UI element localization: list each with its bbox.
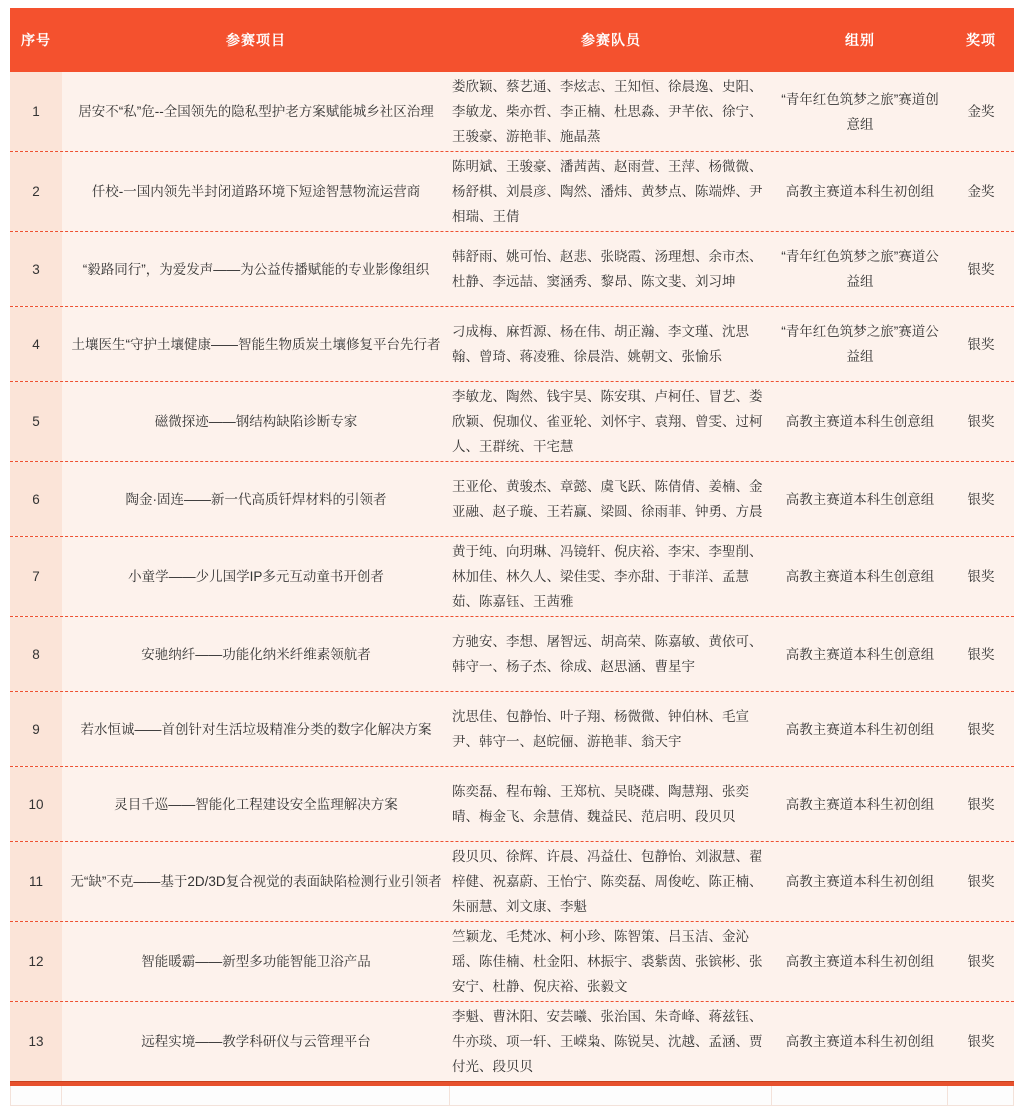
cell-index: 7 [10,537,62,616]
table-row [10,72,1014,152]
cell-group: 高教主赛道本科生初创组 [785,954,935,969]
table-row [10,307,1014,382]
cell-group: 高教主赛道本科生初创组 [785,184,935,199]
empty-cell [450,1086,772,1106]
cell-members: 李敏龙、陶然、钱宇昊、陈安琪、卢柯任、冒艺、娄欣颖、倪珈仪、雀亚轮、刘怀宇、袁翔、曾雯、过柯人、王群统、干宅慧 [452,389,763,454]
cell-index: 9 [10,692,62,766]
cell-project: 无“缺”不克——基于2D/3D复合视觉的表面缺陷检测行业引领者 [70,874,442,889]
cell-index: 8 [10,617,62,691]
cell-index: 12 [10,922,62,1001]
cell-group: 高教主赛道本科生初创组 [785,874,935,889]
cell-award: 银奖 [967,721,995,737]
cell-index: 3 [10,232,62,306]
cell-project: 陶金·固连——新一代高质钎焊材料的引领者 [125,491,387,507]
cell-project: “毅路同行”，为爱发声——为公益传播赋能的专业影像组织 [82,261,430,277]
column-header-project: 参赛项目 [226,32,286,48]
cell-index: 11 [10,842,62,921]
table-row [10,462,1014,537]
cell-project: 小童学——少儿国学IP多元互动童书开创者 [128,569,384,584]
cell-award: 银奖 [967,1034,995,1049]
cell-group: 高教主赛道本科生创意组 [785,569,935,584]
cell-project: 若水恒诚——首创针对生活垃圾精准分类的数字化解决方案 [80,721,432,737]
cell-award: 银奖 [967,491,995,507]
cell-award: 银奖 [967,874,995,889]
cell-project: 智能暖霸——新型多功能智能卫浴产品 [141,954,371,969]
cell-award: 银奖 [967,954,995,969]
cell-members: 段贝贝、徐辉、许晨、冯益仕、包静怡、刘淑慧、翟梓健、祝嘉蔚、王怡宁、陈奕磊、周俊屹、陈正楠、朱丽慧、刘文康、李魁 [452,849,763,914]
table-row [10,537,1014,617]
cell-index: 6 [10,462,62,536]
table-row [10,767,1014,842]
cell-members: 黄于纯、向玥琳、冯镜轩、倪庆裕、李宋、李聖削、林加佳、林久人、梁佳雯、李亦甜、于菲洋、孟慧茹、陈嘉钰、王茜雅 [452,544,763,609]
cell-award: 金奖 [967,104,995,119]
column-header-index: 序号 [21,32,51,48]
cell-members: 李魁、曹沐阳、安芸曦、张治国、朱奇峰、蒋兹钰、牛亦琰、项一轩、王嵘枭、陈锐昊、沈越、孟涵、贾付光、段贝贝 [452,1009,763,1074]
cell-index: 13 [10,1002,62,1081]
column-header-members: 参赛队员 [581,32,641,48]
cell-project: 土壤医生“守护土壤健康——智能生物质炭土壤修复平台先行者 [71,336,441,352]
cell-group: 高教主赛道本科生创意组 [785,491,935,507]
cell-award: 银奖 [967,261,995,277]
empty-cell [772,1086,948,1106]
cell-project: 灵目千巡——智能化工程建设安全监理解决方案 [114,796,398,812]
cell-project: 安驰纳纤——功能化纳米纤维素领航者 [141,646,371,662]
cell-project: 仟校-一国内领先半封闭道路环境下短途智慧物流运营商 [91,184,421,199]
table-row [10,692,1014,767]
cell-members: 竺颖龙、毛梵冰、柯小珍、陈智策、吕玉洁、金沁瑶、陈佳楠、杜金阳、林振宇、裘紫茵、张镔彬、张安宁、杜静、倪庆裕、张毅文 [452,929,763,994]
table-row [10,922,1014,1002]
empty-cell [948,1086,1014,1106]
cell-group: 高教主赛道本科生初创组 [785,721,935,737]
cell-index: 2 [10,152,62,231]
cell-group: “青年红色筑梦之旅”赛道创意组 [781,91,939,132]
cell-members: 娄欣颖、蔡艺通、李炫志、王知恒、徐晨逸、史阳、李敏龙、柴亦哲、李正楠、杜思淼、尹芊依、徐宁、王骏豪、游艳菲、施晶蒸 [452,79,763,144]
table-row [10,842,1014,922]
cell-group: 高教主赛道本科生初创组 [785,796,935,812]
cell-index: 5 [10,382,62,461]
cell-award: 银奖 [967,336,995,352]
cell-project: 磁微探迹——钢结构缺陷诊断专家 [154,414,358,429]
table-row [10,232,1014,307]
cell-members: 方驰安、李想、屠智远、胡高荣、陈嘉敏、黄依可、韩守一、杨子杰、徐成、赵思涵、曹星宇 [452,634,763,674]
cell-award: 金奖 [967,184,995,199]
column-header-award: 奖项 [966,32,996,48]
cell-award: 银奖 [967,414,995,429]
cell-members: 陈明斌、王骏豪、潘茜茜、赵雨萱、王萍、杨微微、杨舒棋、刘晨彦、陶然、潘炜、黄梦点、陈端烨、尹相瑞、王倩 [452,159,763,224]
table-row [10,382,1014,462]
cell-award: 银奖 [967,796,995,812]
cell-index: 1 [10,72,62,151]
table-row [10,152,1014,232]
cell-group: “青年红色筑梦之旅”赛道公益组 [781,324,939,364]
cell-group: 高教主赛道本科生创意组 [785,646,935,662]
table-row [10,1002,1014,1081]
cell-index: 10 [10,767,62,841]
cell-members: 王亚伦、黄骏杰、章懿、虞飞跃、陈倩倩、姜楠、金亚融、赵子璇、王若赢、梁圆、徐雨菲、钟勇、方晨 [452,479,763,519]
award-results-table [10,8,1014,1106]
cell-members: 刁成梅、麻哲源、杨在伟、胡正瀚、李文瑾、沈思翰、曾琦、蒋凌雅、徐晨浩、姚朝文、张愉乐 [452,324,749,364]
cell-members: 沈思佳、包静怡、叶子翔、杨微微、钟伯林、毛宣尹、韩守一、赵皖俪、游艳菲、翁天宇 [452,709,749,749]
cell-group: 高教主赛道本科生初创组 [785,1034,935,1049]
cell-index: 4 [10,307,62,381]
table-header-row [10,8,1014,72]
empty-next-row [10,1086,1014,1106]
cell-award: 银奖 [967,569,995,584]
cell-group: “青年红色筑梦之旅”赛道公益组 [781,249,939,289]
column-header-group: 组别 [845,32,875,48]
empty-cell [10,1086,62,1106]
cell-project: 远程实境——教学科研仪与云管理平台 [141,1034,371,1049]
cell-project: 居安不“私”危--全国领先的隐私型护老方案赋能城乡社区治理 [78,104,434,119]
cell-members: 陈奕磊、程布翰、王郑杭、吴晓碟、陶慧翔、张奕晴、梅金飞、余慧倩、魏益民、范启明、段贝贝 [452,784,749,824]
empty-cell [62,1086,450,1106]
table-row [10,617,1014,692]
cell-group: 高教主赛道本科生创意组 [785,414,935,429]
table-body [10,72,1014,1081]
cell-members: 韩舒雨、姚可怡、赵悲、张晓霞、汤理想、余市杰、杜静、李远喆、窦涵秀、黎昂、陈文斐、刘习坤 [452,249,763,289]
cell-award: 银奖 [967,646,995,662]
